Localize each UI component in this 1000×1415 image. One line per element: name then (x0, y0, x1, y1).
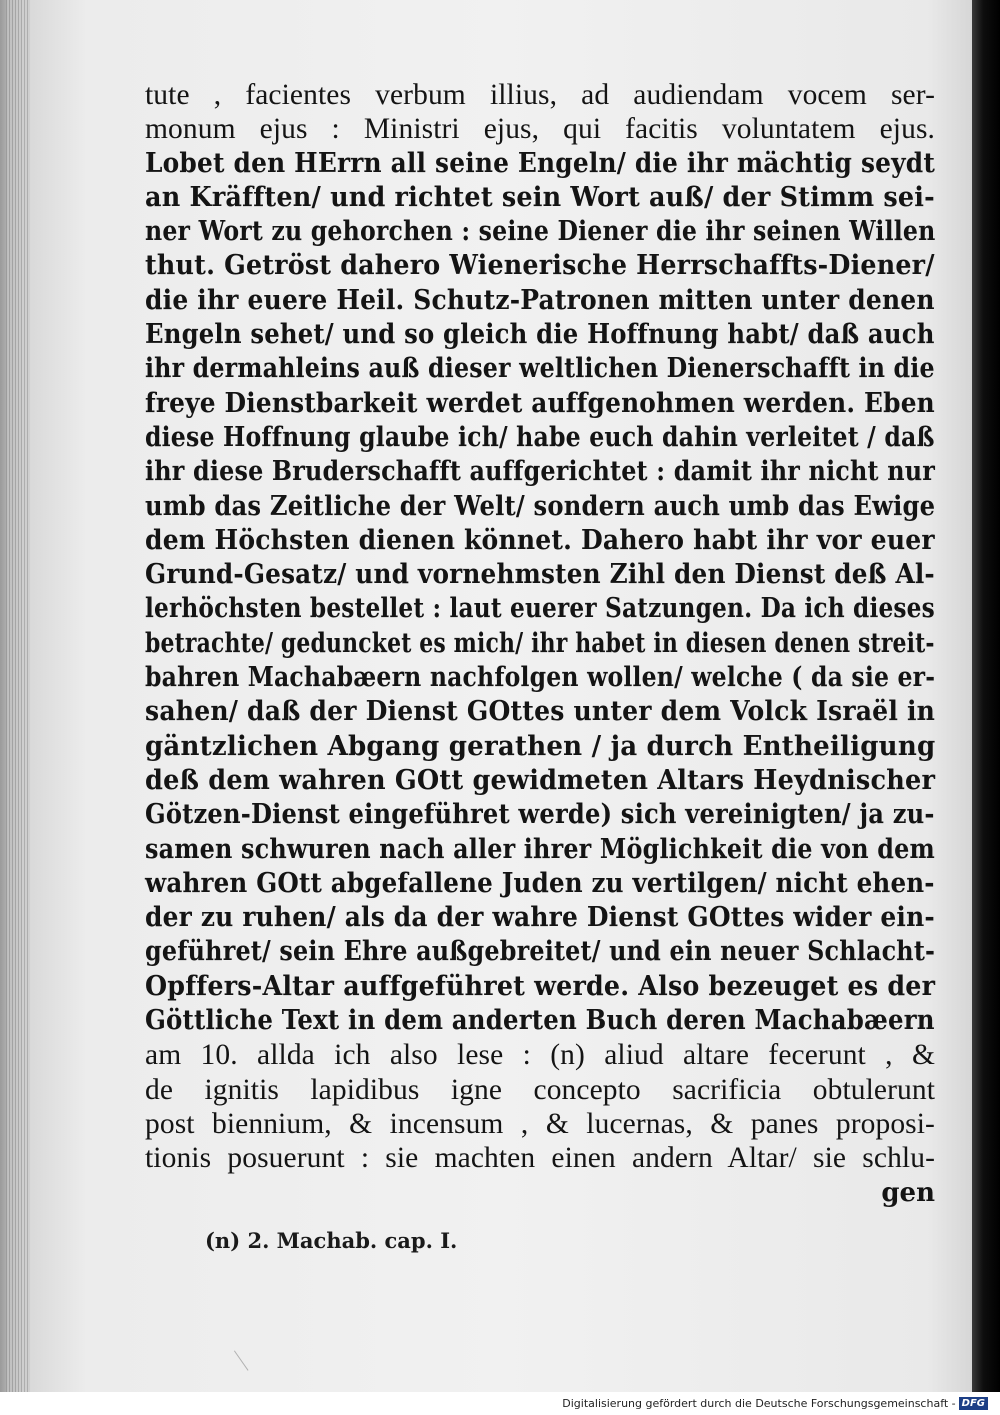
text-line: deß dem wahren GOtt gewidmeten Altars Heydnischer (145, 764, 936, 796)
text-line: thut. Getröst dahero Wienerische Herrschaffts-Diener/ (145, 250, 935, 282)
text-line: tionis posuerunt : sie machten einen andern Altar/ sie schlu- (145, 1142, 935, 1175)
catchword: gen (881, 1178, 935, 1208)
text-line: dem Höchsten dienen könnet. Dahero habt ihr vor euer (145, 524, 935, 556)
text-line: betrachte/ geduncket es mich/ ihr habet in diesen denen streit- (145, 627, 935, 659)
text-line: freye Dienstbarkeit werdet auffgenohmen werden. Eben (145, 387, 935, 419)
body-text (145, 78, 935, 1176)
text-line: tute , facientes verbum illius, ad audiendam vocem ser- (145, 79, 935, 111)
text-line: Opffers-Altar auffgeführet werde. Also bezeuget es der (145, 970, 936, 1002)
credit-text: Digitalisierung gefördert durch die Deutsche Forschungsgemeinschaft - (562, 1397, 956, 1410)
text-line: die ihr euere Heil. Schutz-Patronen mitten unter denen (145, 284, 935, 316)
text-line: Götzen-Dienst eingeführet werde) sich vereinigten/ ja zu- (145, 799, 935, 831)
text-line: ihr dermahleins auß dieser weltlichen Dienerschafft in die (145, 353, 935, 385)
text-line: lerhöchsten bestellet : laut euerer Satzungen. Da ich dieses (145, 593, 935, 625)
text-line: geführet/ sein Ehre außgebreitet/ und ein neuer Schlacht- (145, 936, 936, 968)
text-line: der zu ruhen/ als da der wahre Dienst GOttes wider ein- (145, 902, 935, 934)
footnote: (n) 2. Machab. cap. I. (205, 1228, 458, 1253)
text-line: ner Wort zu gehorchen : seine Diener die ihr seinen Willen (145, 216, 936, 248)
text-line: bahren Machabæern nachfolgen wollen/ welche ( da sie er- (145, 662, 936, 694)
text-line: Engeln sehet/ und so gleich die Hoffnung habt/ daß auch (145, 319, 935, 351)
text-line: umb das Zeitliche der Welt/ sondern auch umb das Ewige (145, 490, 936, 522)
text-line: monum ejus : Ministri ejus, qui facitis voluntatem ejus. (145, 113, 935, 146)
text-line: am 10. allda ich also lese : (n) aliud altare fecerunt , & (145, 1039, 935, 1072)
text-line: de ignitis lapidibus igne concepto sacrificia obtulerunt (145, 1073, 935, 1106)
text-line: an Kräfften/ und richtet sein Wort auß/ der Stimm sei- (145, 181, 935, 213)
text-line: post biennium, & incensum , & lucernas, & panes proposi- (145, 1107, 935, 1140)
text-line: gäntzlichen Abgang gerathen / ja durch Entheiligung (145, 730, 936, 762)
text-line: Göttliche Text in dem anderten Buch deren Machabæern (145, 1005, 935, 1037)
text-line: wahren GOtt abgefallene Juden zu vertilgen/ nicht ehen- (145, 867, 935, 899)
text-line: diese Hoffnung glaube ich/ habe euch dahin verleitet / daß (145, 421, 935, 453)
book-spine-shadow (972, 0, 1000, 1392)
digitization-credit (562, 1397, 988, 1410)
text-line: Grund-Gesatz/ und vornehmsten Zihl den Dienst deß Al- (145, 559, 935, 591)
page-edges-stack (6, 0, 32, 1392)
text-line: ihr diese Bruderschafft auffgerichtet : damit ihr nicht nur (145, 456, 936, 488)
text-line: samen schwuren nach aller ihrer Möglichkeit die von dem (145, 833, 935, 865)
text-line: Lobet den HErrn all seine Engeln/ die ihr mächtig seydt (145, 147, 936, 179)
text-line: sahen/ daß der Dienst GOttes unter dem Volck Israël in (145, 696, 936, 728)
dfg-logo-icon: DFG (959, 1397, 988, 1410)
